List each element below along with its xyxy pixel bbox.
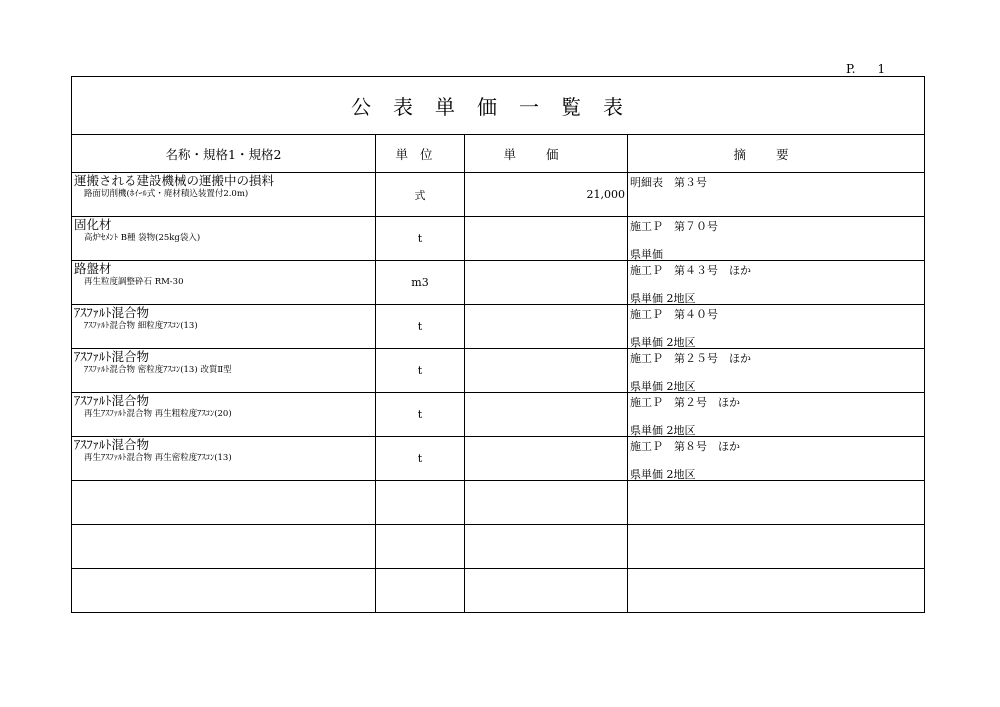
price-list-table [71, 76, 925, 613]
unit-cell: 式 [376, 173, 465, 217]
memo-line-1: 明細表 第３号 [630, 176, 707, 189]
price-cell: 21,000 [465, 173, 628, 217]
memo-line-2: 県単価 2地区 [630, 380, 696, 393]
memo-cell [628, 437, 925, 481]
name-cell [72, 349, 376, 393]
memo-line-1: 施工Ｐ 第７０号 [630, 220, 718, 233]
header-unit: 単位 [376, 135, 465, 173]
name-cell [72, 261, 376, 305]
unit-cell [376, 525, 465, 569]
unit-cell [376, 481, 465, 525]
table-row [72, 437, 925, 481]
price-cell [465, 261, 628, 305]
item-name: ｱｽﾌｧﾙﾄ混合物 [74, 305, 150, 320]
table-row [72, 525, 925, 569]
memo-line-1: 施工Ｐ 第２号 ほか [630, 396, 740, 409]
page-label: P. [846, 62, 856, 76]
table-row [72, 173, 925, 217]
memo-cell [628, 525, 925, 569]
price-cell [465, 305, 628, 349]
table-row [72, 481, 925, 525]
price-cell [465, 217, 628, 261]
item-name [72, 481, 375, 482]
name-cell [72, 569, 376, 613]
unit-cell: t [376, 305, 465, 349]
memo-cell [628, 305, 925, 349]
name-cell [72, 393, 376, 437]
unit-cell [376, 569, 465, 613]
item-name [72, 569, 375, 570]
memo-cell [628, 569, 925, 613]
name-cell [72, 525, 376, 569]
price-cell [465, 349, 628, 393]
table-row [72, 217, 925, 261]
memo-line-1: 施工Ｐ 第４０号 [630, 308, 718, 321]
price-cell [465, 569, 628, 613]
item-spec: ｱｽﾌｧﾙﾄ混合物 密粒度ｱｽｺﾝ(13) 改質Ⅱ型 [84, 365, 232, 375]
price-cell [465, 525, 628, 569]
memo-cell [628, 349, 925, 393]
name-cell [72, 217, 376, 261]
unit-cell: m3 [376, 261, 465, 305]
memo-cell [628, 481, 925, 525]
name-cell [72, 437, 376, 481]
item-spec: ｱｽﾌｧﾙﾄ混合物 細粒度ｱｽｺﾝ(13) [84, 321, 198, 331]
name-cell [72, 481, 376, 525]
table-row [72, 393, 925, 437]
memo-line-2: 県単価 [630, 248, 663, 261]
table-row [72, 305, 925, 349]
item-spec: 再生ｱｽﾌｧﾙﾄ混合物 再生粗粒度ｱｽｺﾝ(20) [84, 409, 232, 419]
memo-cell [628, 261, 925, 305]
table-row [72, 569, 925, 613]
item-name: ｱｽﾌｧﾙﾄ混合物 [74, 393, 150, 408]
item-name [72, 525, 375, 526]
item-name: ｱｽﾌｧﾙﾄ混合物 [74, 437, 150, 452]
page-number-value: 1 [877, 62, 886, 76]
header-memo: 摘要 [628, 135, 925, 173]
unit-cell: t [376, 349, 465, 393]
memo-line-1: 施工Ｐ 第８号 ほか [630, 440, 740, 453]
unit-cell: t [376, 393, 465, 437]
price-cell [465, 393, 628, 437]
item-name: ｱｽﾌｧﾙﾄ混合物 [74, 349, 150, 364]
item-name: 運搬される建設機械の運搬中の損料 [74, 173, 275, 188]
name-cell [72, 305, 376, 349]
header-row [72, 135, 925, 173]
header-name: 名称・規格1・規格2 [72, 135, 376, 173]
memo-line-2: 県単価 2地区 [630, 292, 696, 305]
table-row [72, 261, 925, 305]
header-price: 単価 [465, 135, 628, 173]
page-title: 公表単価一覧表 [72, 77, 925, 135]
page-number [846, 62, 885, 76]
memo-cell [628, 173, 925, 217]
item-spec: 路面切削機(ﾎｲｰﾙ式・廃材積込装置付2.0m) [84, 189, 249, 199]
item-spec: 再生ｱｽﾌｧﾙﾄ混合物 再生密粒度ｱｽｺﾝ(13) [84, 453, 232, 463]
unit-cell: t [376, 217, 465, 261]
table-row [72, 349, 925, 393]
memo-line-1: 施工Ｐ 第４３号 ほか [630, 264, 751, 277]
memo-cell [628, 217, 925, 261]
memo-line-2: 県単価 2地区 [630, 424, 696, 437]
item-spec: 再生粒度調整砕石 RM-30 [84, 277, 184, 287]
memo-line-2: 県単価 2地区 [630, 336, 696, 349]
item-name: 固化材 [74, 217, 112, 232]
memo-cell [628, 393, 925, 437]
name-cell [72, 173, 376, 217]
memo-line-2: 県単価 2地区 [630, 468, 696, 481]
item-name: 路盤材 [74, 261, 112, 276]
price-cell [465, 437, 628, 481]
unit-cell: t [376, 437, 465, 481]
item-spec: 高炉ｾﾒﾝﾄ B種 袋物(25kg袋入) [84, 233, 201, 243]
memo-line-1: 施工Ｐ 第２５号 ほか [630, 352, 751, 365]
price-cell [465, 481, 628, 525]
